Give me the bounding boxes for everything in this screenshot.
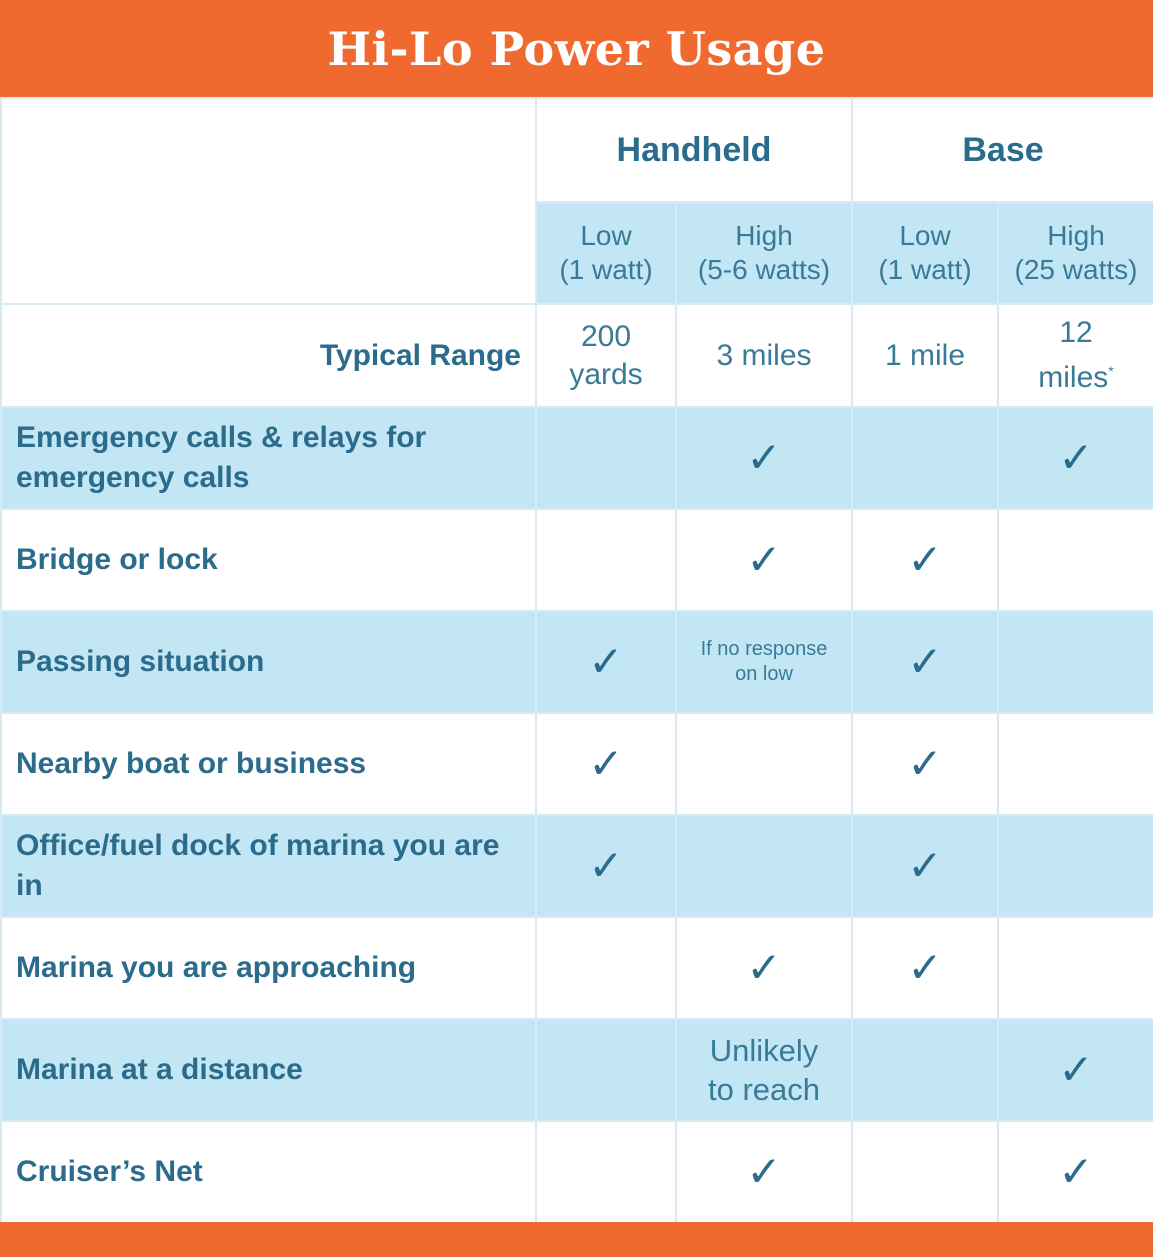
power-base-high: High (25 watts) (998, 202, 1153, 304)
cell-handheld-high (676, 407, 852, 509)
cell-handheld-high (676, 509, 852, 611)
cell-empty (676, 815, 852, 917)
cell-base-high (998, 1019, 1153, 1121)
check-icon: ✓ (1058, 434, 1094, 481)
cell-handheld-low (536, 815, 676, 917)
check-icon: ✓ (907, 638, 943, 685)
group-base: Base (852, 98, 1153, 202)
cell-note: Unlikely to reach (707, 1033, 820, 1107)
row-label: Marina you are approaching (1, 917, 536, 1019)
cell-base-high (998, 407, 1153, 509)
cell-empty (676, 713, 852, 815)
row-label: Office/fuel dock of marina you are in (1, 815, 536, 917)
power-handheld-low: Low (1 watt) (536, 202, 676, 304)
check-icon: ✓ (746, 944, 782, 991)
cell-empty (852, 1121, 998, 1223)
table-row (1, 713, 1153, 815)
cell-empty (852, 407, 998, 509)
table-row (1, 1019, 1153, 1121)
cell-empty (998, 917, 1153, 1019)
check-icon: ✓ (746, 536, 782, 583)
cell-handheld-low (536, 611, 676, 713)
table-row (1, 407, 1153, 509)
title-banner (0, 0, 1153, 97)
cell-empty (536, 917, 676, 1019)
footnote-marker: * (1108, 363, 1114, 379)
table-row (1, 509, 1153, 611)
range-handheld-high: 3 miles (676, 304, 852, 407)
cell-handheld-low (536, 713, 676, 815)
check-icon: ✓ (907, 536, 943, 583)
check-icon: ✓ (746, 434, 782, 481)
cell-base-low (852, 509, 998, 611)
check-icon: ✓ (588, 740, 624, 787)
check-icon: ✓ (907, 944, 943, 991)
cell-base-low (852, 917, 998, 1019)
cell-note-handheld-high (676, 611, 852, 713)
footer-bar (0, 1222, 1153, 1257)
check-icon: ✓ (746, 1148, 782, 1195)
cell-empty (536, 509, 676, 611)
cell-empty (998, 815, 1153, 917)
check-icon: ✓ (1058, 1046, 1094, 1093)
range-base-high: 12 miles* (998, 304, 1153, 407)
cell-note-handheld-high (676, 1019, 852, 1121)
cell-base-low (852, 713, 998, 815)
cell-base-low (852, 815, 998, 917)
table-row (1, 917, 1153, 1019)
check-icon: ✓ (588, 638, 624, 685)
row-label: Passing situation (1, 611, 536, 713)
typical-range-label: Typical Range (1, 304, 536, 407)
row-label: Marina at a distance (1, 1019, 536, 1121)
power-base-low: Low (1 watt) (852, 202, 998, 304)
row-label: Bridge or lock (1, 509, 536, 611)
check-icon: ✓ (1058, 1148, 1094, 1195)
cell-handheld-high (676, 1121, 852, 1223)
cell-handheld-high (676, 917, 852, 1019)
power-handheld-high: High (5-6 watts) (676, 202, 852, 304)
group-handheld: Handheld (536, 98, 852, 202)
table-row (1, 815, 1153, 917)
cell-empty (998, 509, 1153, 611)
table-row (1, 611, 1153, 713)
cell-empty (998, 611, 1153, 713)
cell-base-low (852, 611, 998, 713)
header-corner (1, 98, 536, 304)
row-label: Nearby boat or business (1, 713, 536, 815)
cell-empty (536, 407, 676, 509)
cell-note: If no response on low (700, 638, 828, 685)
check-icon: ✓ (588, 842, 624, 889)
range-base-low: 1 mile (852, 304, 998, 407)
power-usage-table (0, 97, 1153, 1224)
cell-empty (852, 1019, 998, 1121)
table-row (1, 1121, 1153, 1223)
cell-empty (536, 1121, 676, 1223)
check-icon: ✓ (907, 740, 943, 787)
cell-empty (998, 713, 1153, 815)
cell-empty (536, 1019, 676, 1121)
page-title: Hi-Lo Power Usage (327, 21, 826, 76)
check-icon: ✓ (907, 842, 943, 889)
range-handheld-low: 200 yards (536, 304, 676, 407)
row-label: Emergency calls & relays for emergency calls (1, 407, 536, 509)
cell-base-high (998, 1121, 1153, 1223)
row-label: Cruiser’s Net (1, 1121, 536, 1223)
